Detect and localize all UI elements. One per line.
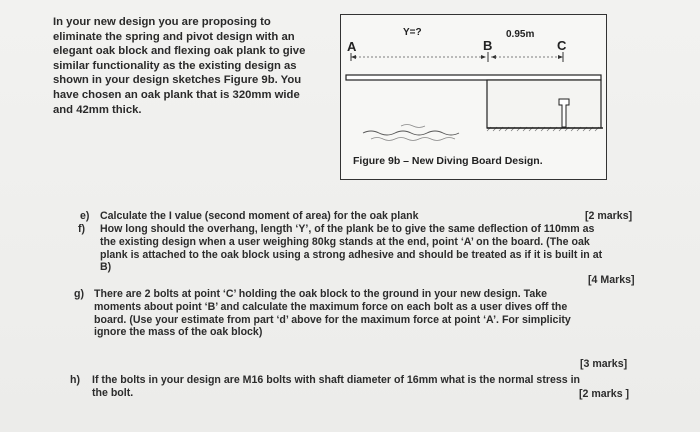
question-text (100, 223, 602, 274)
label-y: Y=? (403, 27, 422, 38)
question-line: There are 2 bolts at point ‘C’ holding the oak block to the ground in your new design. Take (94, 288, 548, 300)
question-line: the existing design when a user weighing 80kg stands at the end, point ‘A’ on the board. (The oak (100, 235, 590, 248)
oak-block (487, 80, 601, 128)
question-line: If the bolts in your design are M16 bolts with shaft diameter of 16mm what is the normal stress in (92, 374, 581, 386)
intro-line: In your new design you are proposing to (53, 16, 271, 28)
figure-caption: Figure 9b – New Diving Board Design. (353, 155, 543, 167)
label-point-c: C (557, 38, 567, 53)
intro-line: shown in your design sketches Figure 9b. You (53, 74, 302, 87)
question-letter: e) (80, 210, 90, 222)
arrow-b-left (481, 55, 486, 59)
label-point-b: B (483, 38, 493, 53)
question-text (100, 210, 418, 223)
arrow-c (558, 55, 563, 59)
intro-paragraph (53, 15, 323, 117)
question-text (94, 288, 571, 339)
marks-h: [2 marks ] (579, 388, 630, 400)
question-line: plank is attached to the oak block using a strong adhesive and should be treated as if it is built in at (100, 248, 603, 261)
label-point-a: A (347, 39, 357, 54)
arrow-a (351, 55, 356, 59)
question-line: the bolt. (92, 386, 134, 399)
question-line: B) (100, 261, 112, 274)
question-line: moments about point ‘B’ and calculate the maximum force on each bolt as a user dives off the (94, 300, 568, 313)
water-wave (371, 138, 455, 141)
question-letter: f) (78, 223, 86, 235)
oak-plank (346, 75, 601, 80)
intro-line: elegant oak block and flexing oak plank to give (53, 45, 306, 58)
intro-line: similar functionality as the existing design as (53, 59, 297, 72)
question-letter: g) (74, 288, 84, 300)
question-letter: h) (70, 374, 80, 386)
marks-g: [3 marks] (580, 358, 628, 370)
intro-line: eliminate the spring and pivot design with an (53, 30, 295, 43)
label-distance: 0.95m (506, 29, 535, 40)
marks-f: [4 Marks] (588, 274, 635, 286)
water-wave (401, 125, 425, 128)
marks-e: [2 marks] (585, 210, 633, 222)
question-line: Calculate the I value (second moment of area) for the oak plank (100, 210, 419, 222)
question-text (92, 374, 580, 400)
question-line: How long should the overhang, length ‘Y’, of the plank be to give the same deflection of 110mm as (100, 223, 595, 235)
intro-line: have chosen an oak plank that is 320mm wide (53, 88, 300, 101)
figure-9b (340, 14, 607, 180)
question-line: ignore the mass of the oak block) (94, 326, 263, 339)
intro-line: and 42mm thick. (53, 103, 142, 116)
question-line: board. (Use your estimate from part ‘d’ above for the maximum force at point ‘A’. For simplicity (94, 313, 571, 326)
water-wave (363, 131, 459, 135)
